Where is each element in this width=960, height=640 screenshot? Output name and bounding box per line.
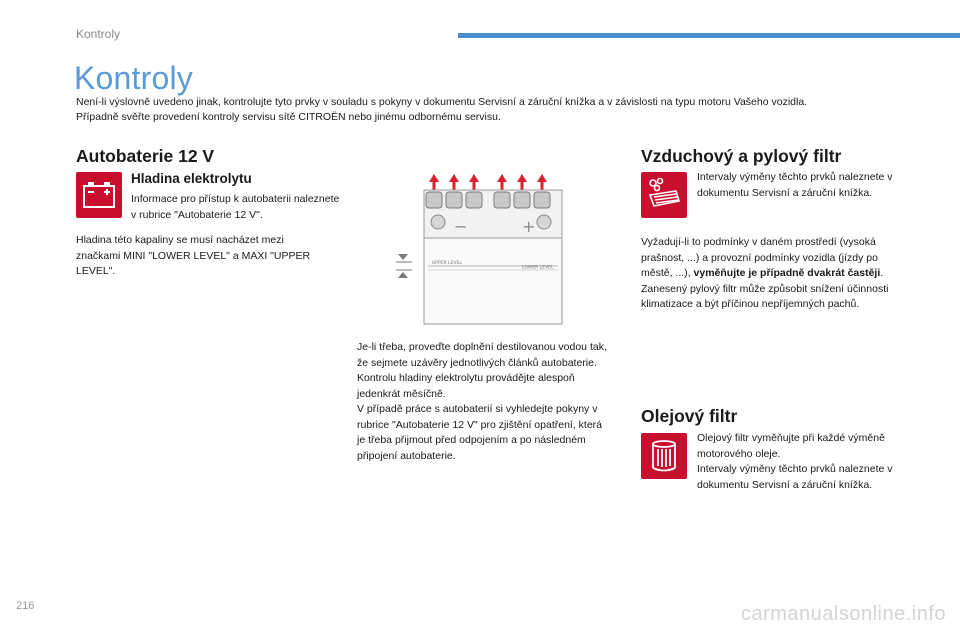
air-filter-info: Intervaly výměny těchto prvků naleznete v dokumentu Servisní a záruční knížka. [697,171,893,199]
electrolyte-level-text: Hladina této kapaliny se musí nacházet mezi značkami MINI "LOWER LEVEL" a MAXI "UPPER LEVEL". [76,234,311,277]
battery-para-1: Je-li třeba, proveďte doplnění destilovanou vodou tak, že sejmete uzávěry jednotlivých článků autobaterie. [357,341,607,369]
header-section-label: Kontroly [76,27,121,41]
oil-filter-heading: Olejový filtr [641,406,738,426]
intro-line-1: Není-li výslovně uvedeno jinak, kontrolujte tyto prvky v souladu s pokyny v dokumentu Servisní a záruční knížka a v závislosti na typu motoru Vašeho vozidla. [76,96,808,108]
oil-filter-text-2: Intervaly výměny těchto prvků naleznete v dokumentu Servisní a záruční knížka. [697,463,893,491]
battery-para-2: Kontrolu hladiny elektrolytu provádějte alespoň jedenkrát měsíčně. [357,372,575,400]
lower-level-label: LOWER LEVEL [522,265,554,271]
air-filter-heading: Vzduchový a pylový filtr [641,146,842,166]
battery-icon [76,172,122,218]
watermark: carmanualsonline.info [740,603,946,625]
air-filter-icon [641,172,687,218]
oil-filter-body [697,431,897,493]
battery-instructions [357,340,607,464]
intro-line-2: Případně svěřte provedení kontroly servisu sítě CITROËN nebo jinému odbornému servisu. [76,111,501,123]
oil-filter-text-1: Olejový filtr vyměňujte při každé výměně motorového oleje. [697,432,885,460]
air-filter-para-1-bold: vyměňujte je případně dvakrát častěji [693,267,881,279]
oil-filter-icon [641,433,687,479]
page-number: 216 [16,600,35,612]
electrolyte-subheading: Hladina elektrolytu [131,171,252,186]
air-filter-para-1a: Vyžadují-li to podmínky v daném prostředí (vysoká prašnost, ...) a provozní podmínky vozidla (jízdy po městě, ...), [641,236,878,279]
air-filter-para-2: Zanesený pylový filtr může způsobit snížení účinnosti klimatizace a být příčinou nepříjemných pachů. [641,282,889,310]
battery-illustration [394,170,606,330]
air-filter-para-1-end: . [880,267,884,279]
battery-heading: Autobaterie 12 V [76,146,215,166]
minus-sign: − [454,217,468,236]
air-filter-para-1 [641,235,891,282]
header-accent-bar [458,33,960,38]
upper-level-label: UPPER LEVEL [432,261,462,266]
intro-text [76,95,936,125]
plus-sign: + [522,217,536,236]
page-title: Kontroly [74,60,193,96]
battery-access-info: Informace pro přístup k autobaterii naleznete v rubrice "Autobaterie 12 V". [131,193,340,221]
battery-para-3: V případě práce s autobaterií si vyhledejte pokyny v rubrice "Autobaterie 12 V" pro zjištění opatření, která je třeba přijmout před odpojením a po následném připojení autobaterie. [357,403,603,462]
air-filter-body [641,235,891,313]
